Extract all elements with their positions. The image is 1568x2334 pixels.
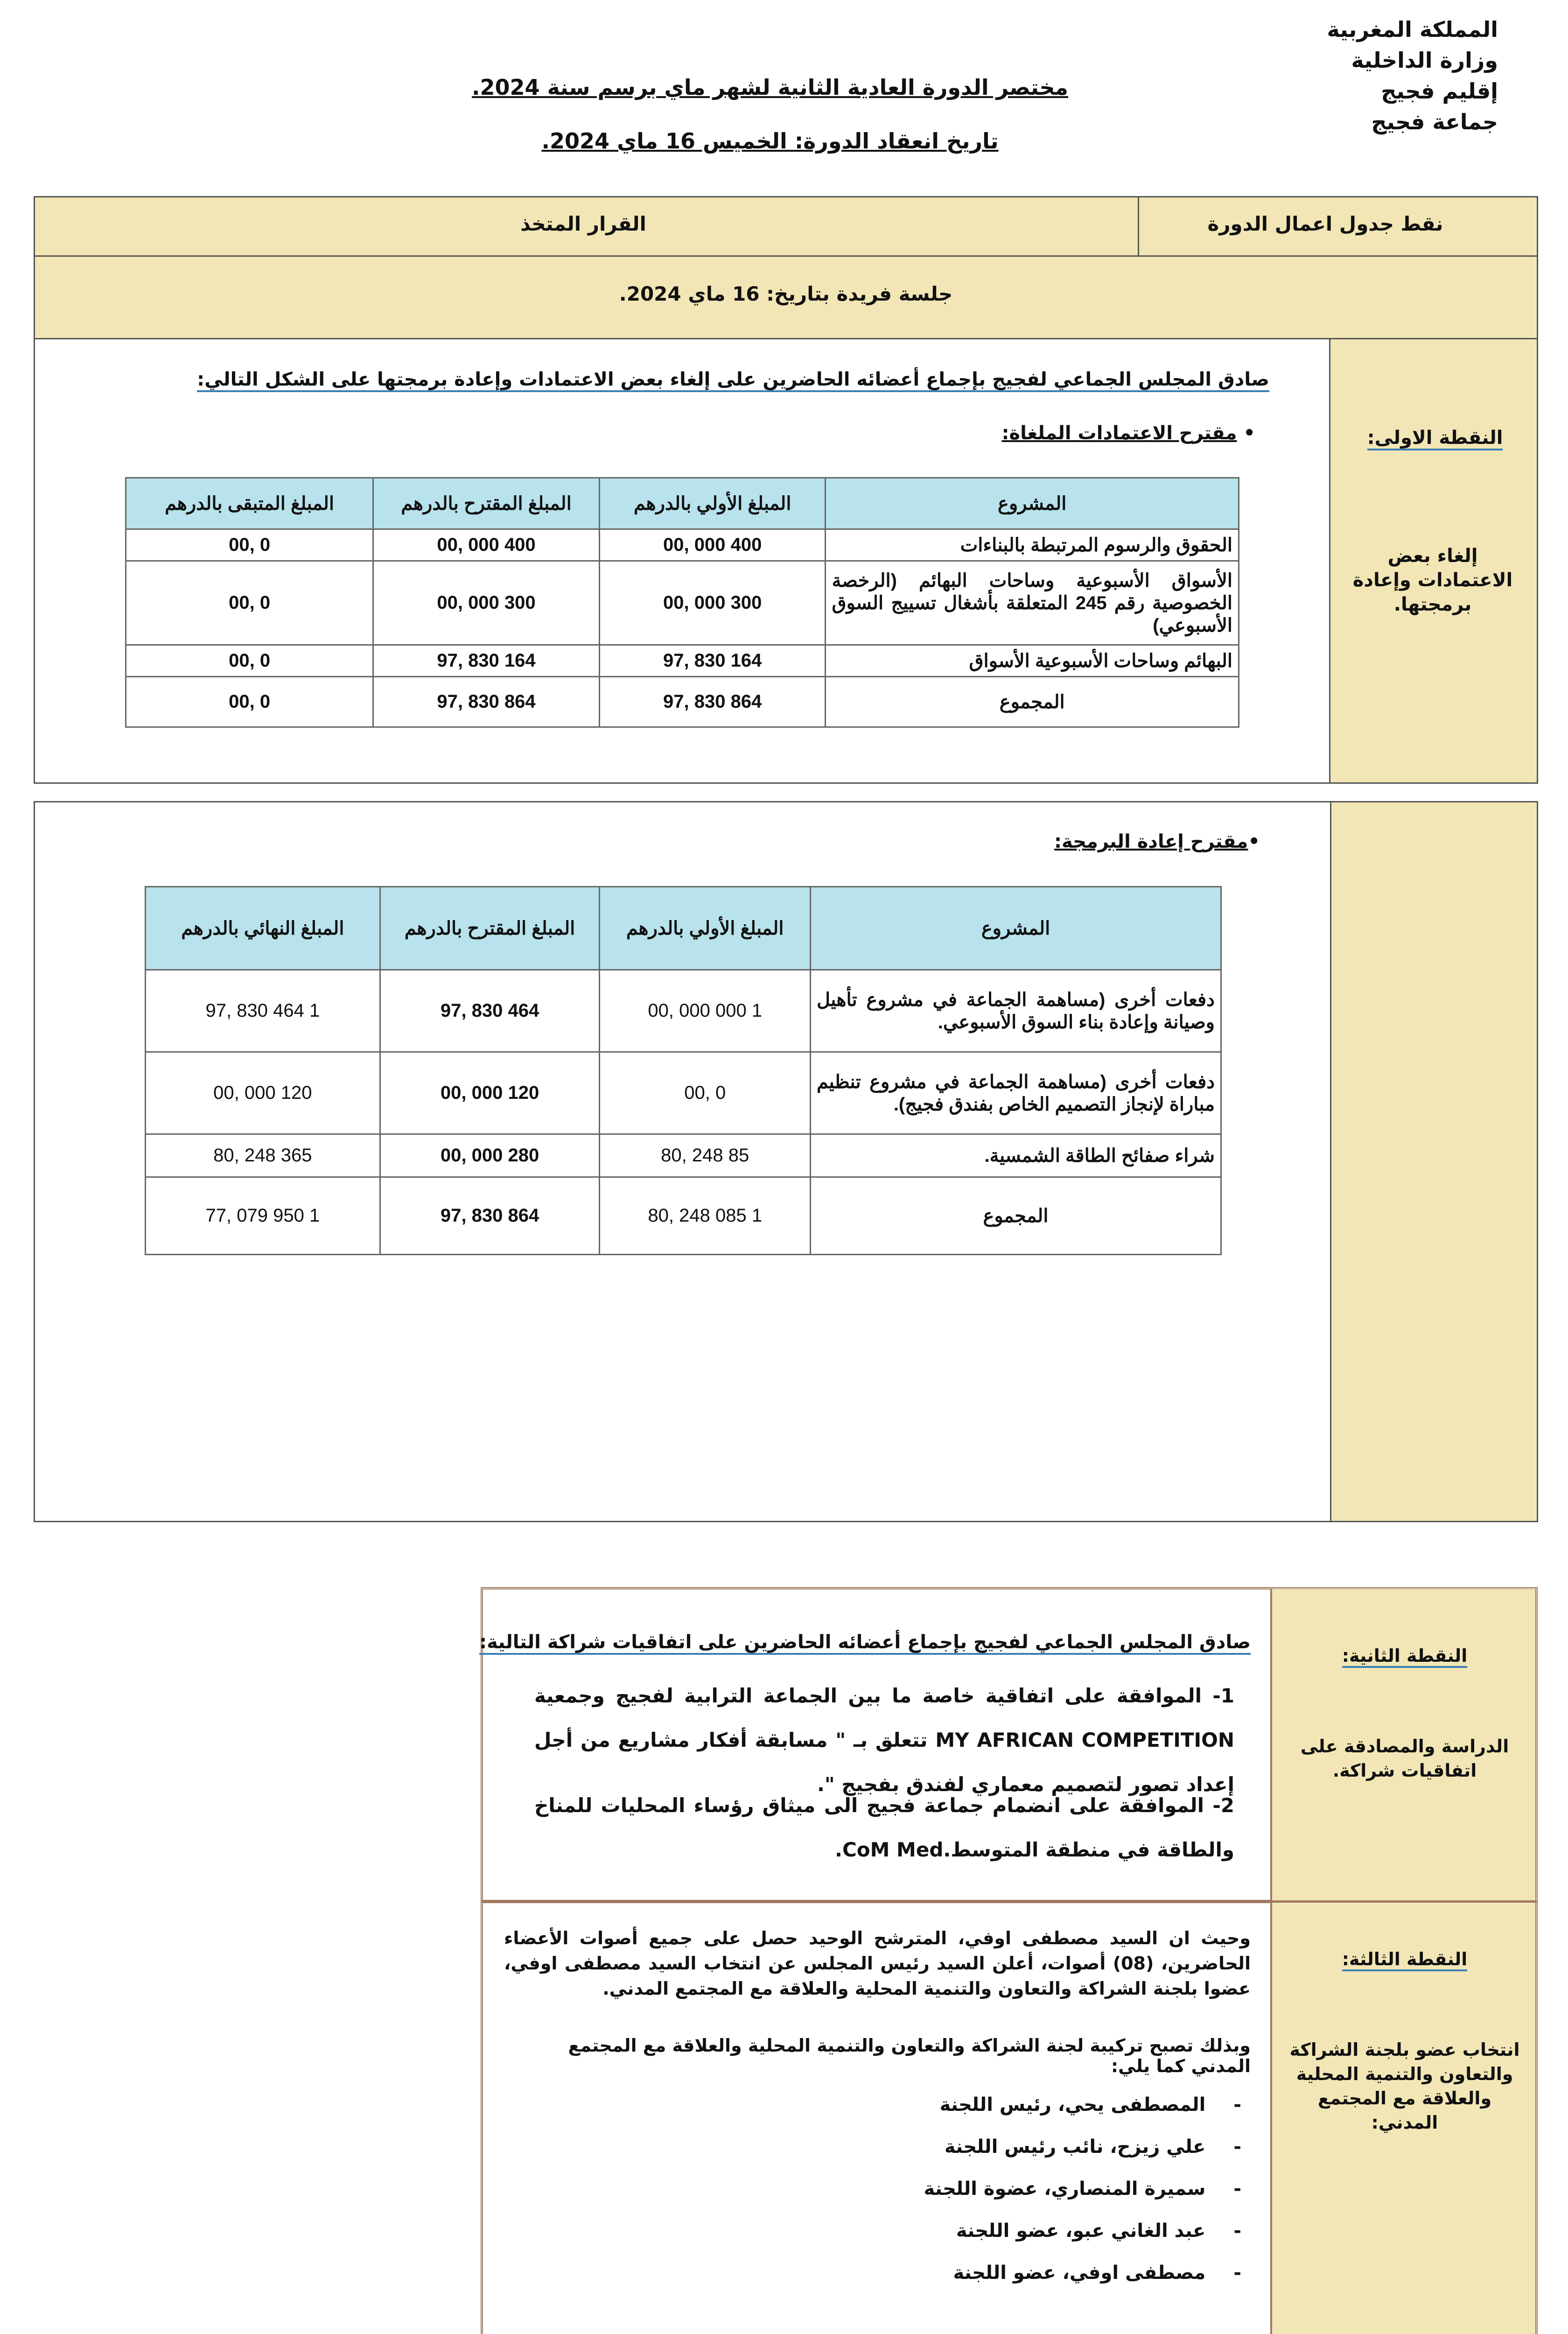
point1-label: النقطة الاولى: [1367,427,1503,450]
issuer-block [1255,14,1498,137]
point2-intro: صادق المجلس الجماعي لفجيج بإجماع أعضائه الحاضرين على اتفاقيات شراكة التالية: [479,1631,1251,1655]
province-line: إقليم فجيج [1381,78,1498,104]
col-proposed: المبلغ المقترح بالدرهم [373,478,600,529]
point3-label: النقطة الثالثة: [1342,1949,1468,1971]
point2-label: النقطة الثانية: [1342,1645,1468,1668]
col-initial: المبلغ الأولي بالدرهم [599,478,826,529]
agenda-column-header: نقط جدول اعمال الدورة [1207,212,1443,235]
table-row: الحقوق والرسوم المرتبطة بالبناءات 400 000 ,00 400 000 ,00 0 ,00 [126,529,1239,561]
table-row: دفعات أخرى (مساهمة الجماعة في مشروع تأهيل وصيانة وإعادة بناء السوق الأسبوعي. 1 000 000 ,00 464 830 ,97 1 464 830 ,97 [146,970,1221,1052]
session-date: تاريخ انعقاد الدورة: الخميس 16 ماي 2024. [541,128,999,154]
point2-item1: 1- الموافقة على اتفاقية خاصة ما بين الجماعة الترابية لفجيج وجمعية MY AFRICAN COMPETITION تتعلق بـ " مسابقة أفكار مشاريع من أجل إعداد تصور لتصميم معماري لفندق بفجيج ". [534,1684,1235,1796]
reprogramming-table: المشروع المبلغ الأولي بالدرهم المبلغ المقترح بالدرهم المبلغ النهائي بالدرهم دفعات أخرى (مساهمة الجماعة في مشروع تأهيل وصيانة وإعادة بناء السوق الأسبوعي. 1 000 000 ,00 464 830 ,97 1 464 830 ,97 دفعات أخرى (مساهمة الجماعة في مشروع تنظيم مباراة لإنجاز التصميم الخاص بفندق فجيج). 0 ,00 120 000 ,00 120 000 ,00 شراء صفائح الطاقة الشمسية. 85 248 ,80 280 000 ,00 365 248 ,80 المجموع 1 085 248 ,80 864 830 ,97 1 950 079 ,77 [145,886,1222,1255]
reprogramming-title: مقترح إعادة البرمجة: [1054,831,1248,852]
kingdom-line: المملكة المغربية [1327,17,1498,42]
list-item: -سميرة المنصاري، عضوة اللجنة [924,2178,1241,2200]
list-item: -المصطفى يحي، رئيس اللجنة [939,2094,1241,2116]
list-item: -مصطفى اوفي، عضو اللجنة [953,2262,1241,2284]
point1-subject: إلغاء بعض الاعتمادات وإعادة برمجتها. [1352,545,1513,615]
table-row: الأسواق الأسبوعية وساحات البهائم (الرخصة الخصوصية رقم 245 المتعلقة بأشغال تسييج السوق الأسبوعي) 300 000 ,00 300 000 ,00 0 ,00 [126,561,1239,645]
table-row: البهائم وساحات الأسبوعية الأسواق 164 830 ,97 164 830 ,97 0 ,00 [126,645,1239,677]
list-item: -علي زيزح، نائب رئيس اللجنة [944,2136,1241,2158]
list-item: -عبد الغاني عبو، عضو اللجنة [956,2220,1241,2242]
point3-subject: انتخاب عضو بلجنة الشراكة والتعاون والتنمية المحلية والعلاقة مع المجتمع المدني: [1289,2039,1520,2133]
col-project: المشروع [826,478,1239,529]
document-title: مختصر الدورة العادية الثانية لشهر ماي برسم سنة 2024. [472,75,1068,100]
point3-paragraph1: وحيث ان السيد مصطفى اوفي، المترشح الوحيد حصل على جميع أصوات الأعضاء الحاضرين، (08) أصوات، أعلن السيد رئيس المجلس عن انتخاب السيد مصطفى اوفي، عضوا بلجنة الشراكة والتعاون والتنمية المحلية والعلاقة مع المجتمع المدني. [504,1928,1251,1999]
point1-intro: صادق المجلس الجماعي لفجيج بإجماع أعضائه الحاضرين على إلغاء بعض الاعتمادات وإعادة برمجتها على الشكل التالي: [197,369,1269,392]
table-row-total: المجموع 864 830 ,97 864 830 ,97 0 ,00 [126,677,1239,727]
point3-paragraph2: وبذلك تصبح تركيبة لجنة الشراكة والتعاون والتنمية المحلية والعلاقة مع المجتمع المدني كما يلي: [568,2035,1251,2076]
point2-subject: الدراسة والمصادقة على اتفاقيات شراكة. [1300,1736,1509,1781]
decision-column-header: القرار المتخذ [520,212,646,235]
table-row-total: المجموع 1 085 248 ,80 864 830 ,97 1 950 079 ,77 [146,1177,1221,1255]
ministry-line: وزارة الداخلية [1351,48,1498,73]
col-remaining: المبلغ المتبقى بالدرهم [126,478,373,529]
reprogramming-label-cell [1330,801,1538,1522]
cancel-proposal-title: مقترح الاعتمادات الملغاة: [1001,422,1237,444]
commune-line: جماعة فجيج [1371,109,1498,134]
cancelled-credits-table [125,477,1239,728]
table-row: شراء صفائح الطاقة الشمسية. 85 248 ,80 280 000 ,00 365 248 ,80 [146,1134,1221,1177]
committee-members-list [821,2089,1241,2299]
table-row: دفعات أخرى (مساهمة الجماعة في مشروع تنظيم مباراة لإنجاز التصميم الخاص بفندق فجيج). 0 ,00 120 000 ,00 120 000 ,00 [146,1052,1221,1134]
session-title: جلسة فريدة بتاريخ: 16 ماي 2024. [619,282,953,305]
point2-item2: 2- الموافقة على انضمام جماعة فجيج الى ميثاق رؤساء المحليات للمناخ والطاقة في منطقة المتوسط.CoM Med. [534,1794,1234,1861]
